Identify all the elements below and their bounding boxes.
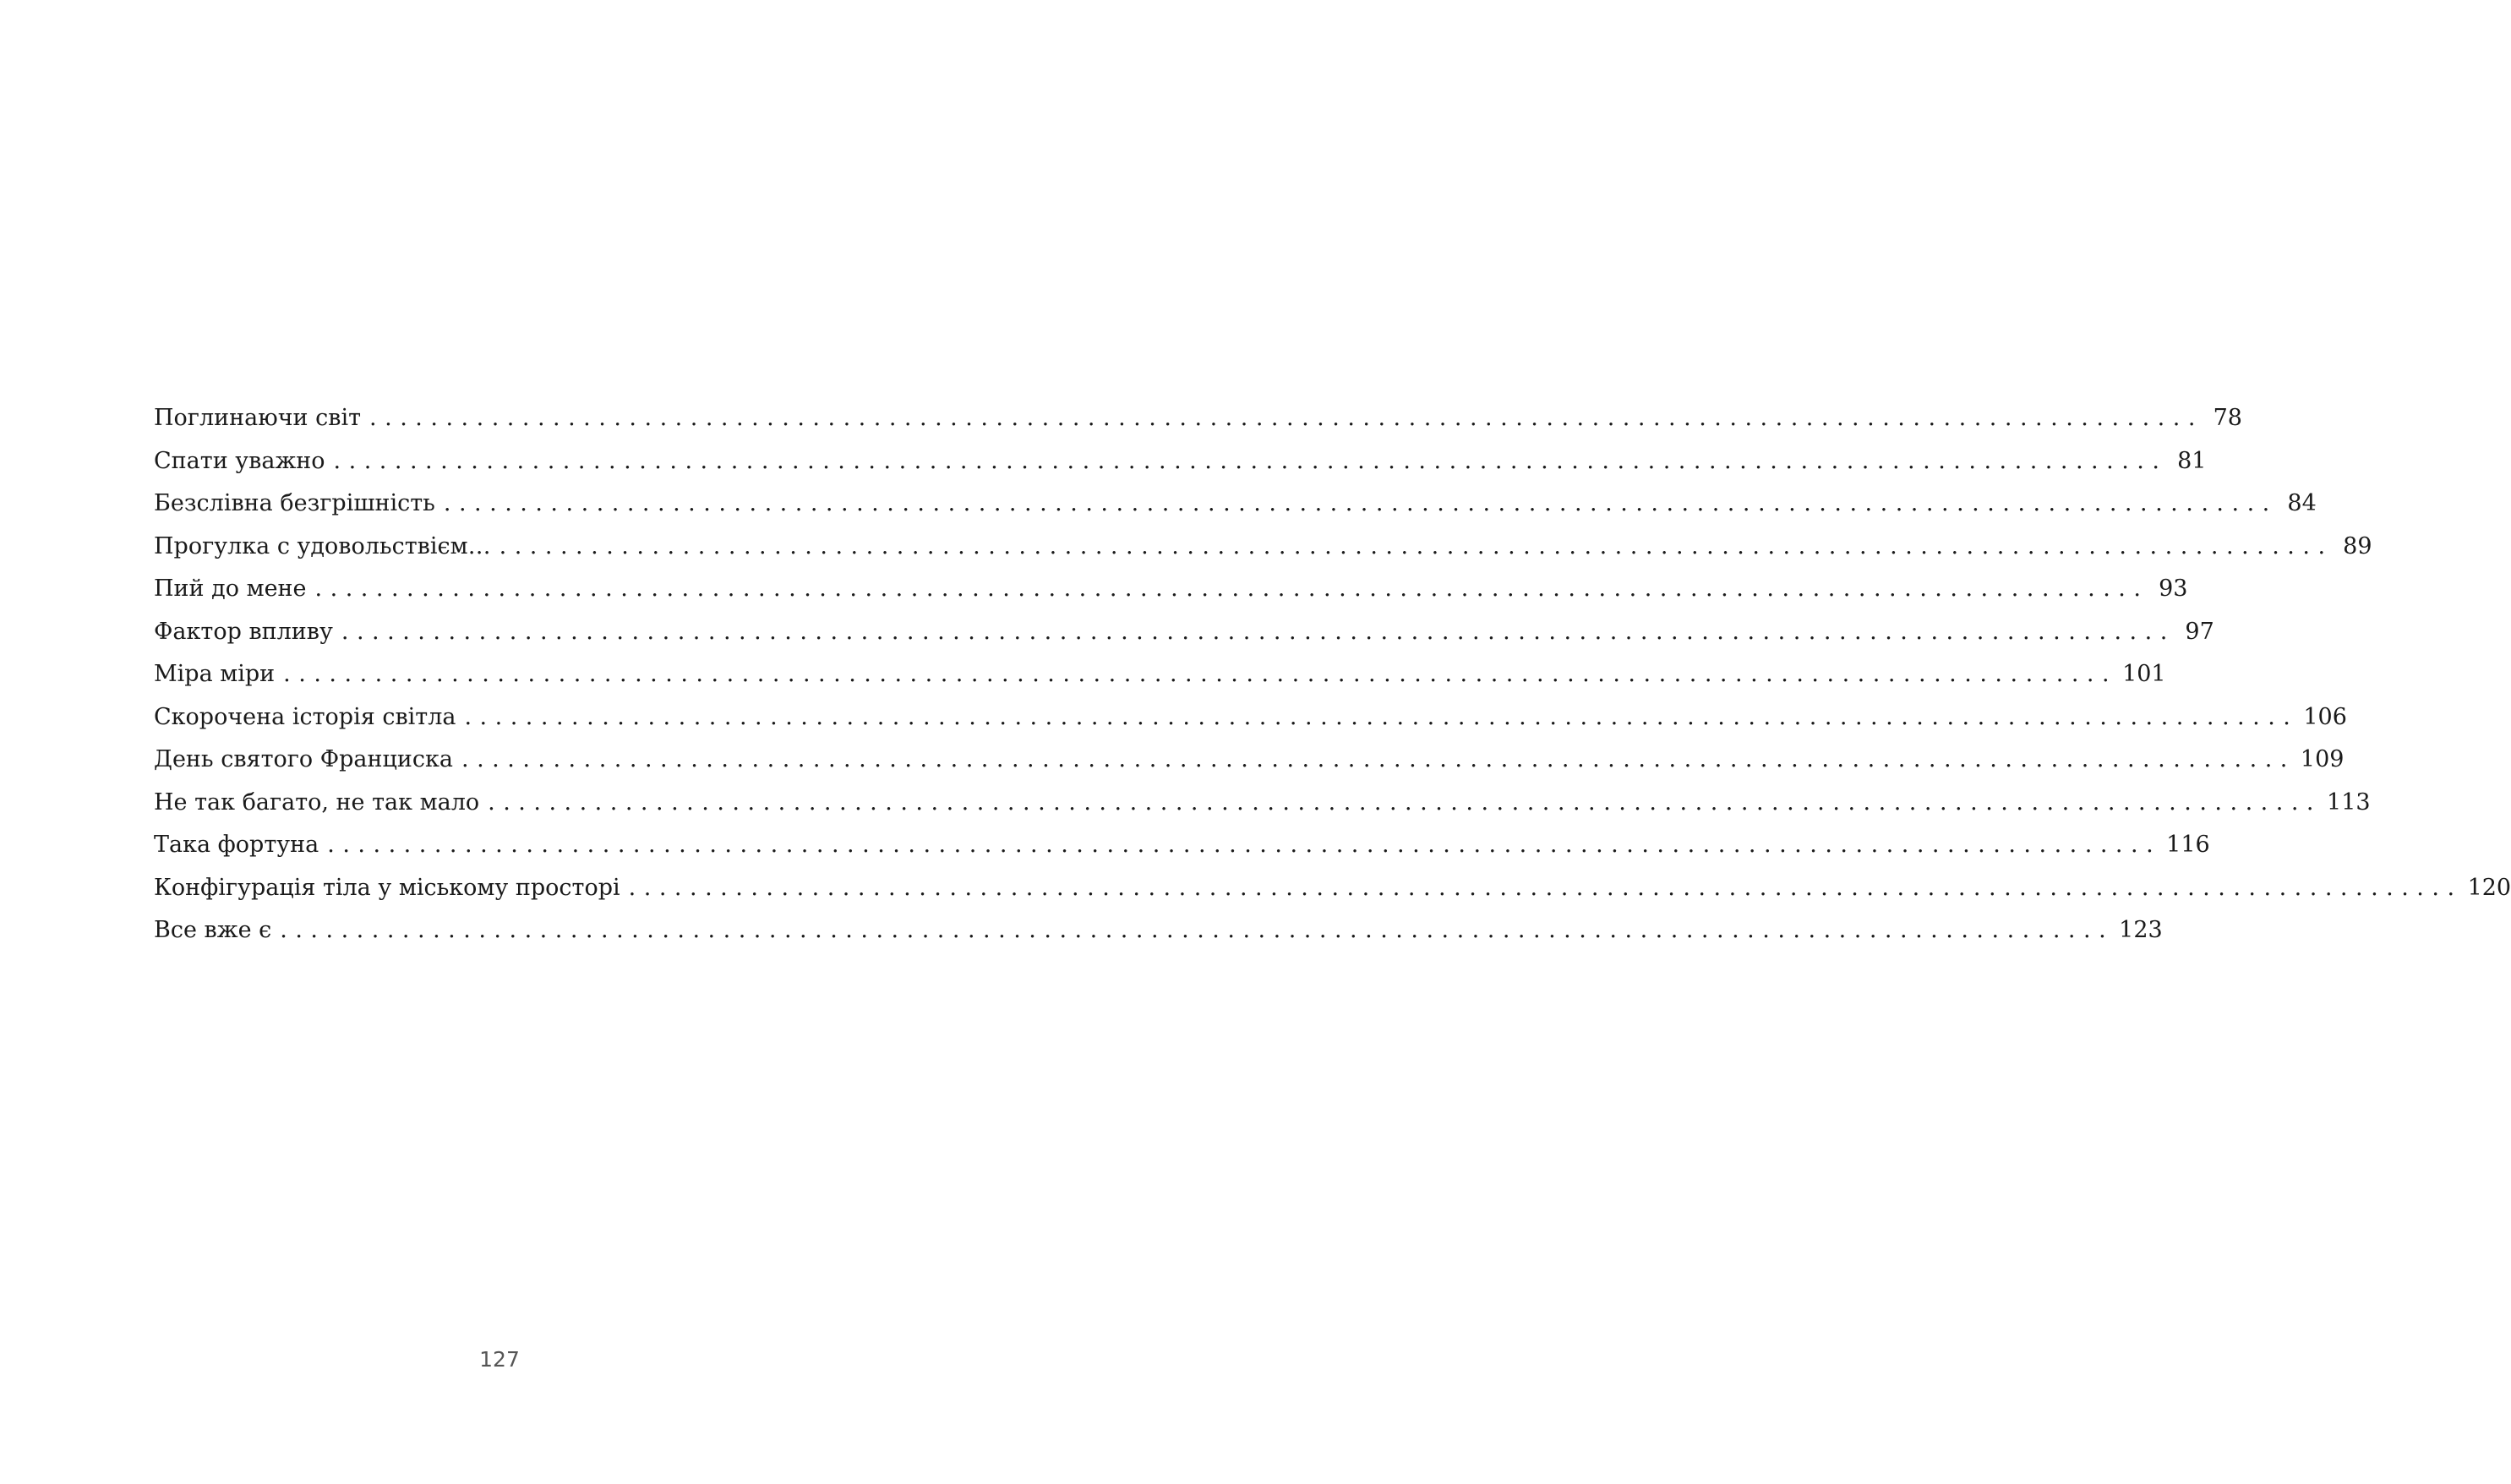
toc-entry-title: Фактор впливу [154, 618, 333, 645]
toc-dot-leader: ........................................................................................................................ [488, 788, 2323, 816]
toc-dot-leader: ........................................................................................................................ [628, 874, 2463, 901]
toc-dot-leader: ........................................................................................................................ [280, 917, 2115, 943]
toc-entry-title: Спати уважно [154, 447, 325, 474]
toc-entry [154, 440, 2207, 483]
toc-entry-page: 78 [2213, 405, 2242, 431]
toc-entry [154, 526, 2372, 569]
toc-entry-page: 89 [2343, 532, 2372, 559]
toc-entry-title: День святого Франциска [154, 746, 453, 772]
toc-entry-title: Така фортуна [154, 832, 319, 858]
toc-dot-leader: ........................................................................................................................ [464, 703, 2299, 730]
toc-entry-page: 123 [2119, 917, 2163, 943]
toc-entry [154, 397, 2242, 440]
table-of-contents [154, 397, 2511, 952]
toc-dot-leader: ........................................................................................................................ [369, 405, 2203, 431]
toc-entry [154, 568, 2188, 611]
toc-entry-title: Поглинаючи світ [154, 405, 362, 431]
toc-dot-leader: ........................................................................................................................ [283, 661, 2118, 687]
toc-entry [154, 824, 2210, 867]
toc-entry-page: 101 [2122, 661, 2166, 687]
toc-entry [154, 696, 2347, 739]
toc-entry-title: Прогулка с удовольствієм… [154, 532, 491, 559]
toc-entry [154, 909, 2163, 952]
page-number: 127 [479, 1347, 520, 1372]
toc-dot-leader: ........................................................................................................................ [327, 832, 2162, 858]
toc-entry [154, 611, 2214, 654]
toc-entry-page: 116 [2166, 832, 2210, 858]
toc-entry-title: Міра міри [154, 661, 276, 687]
toc-entry-title: Пий до мене [154, 576, 307, 602]
toc-entry-title: Все вже є [154, 917, 272, 943]
toc-entry-title: Не так багато, не так мало [154, 788, 480, 816]
toc-entry-page: 81 [2177, 447, 2207, 474]
toc-entry [154, 867, 2511, 910]
toc-entry-page: 113 [2327, 788, 2371, 816]
toc-entry-page: 97 [2185, 618, 2214, 645]
toc-entry [154, 739, 2345, 782]
toc-entry-page: 109 [2300, 746, 2345, 772]
toc-dot-leader: ........................................................................................................................ [314, 576, 2149, 602]
toc-entry-page: 84 [2287, 490, 2317, 516]
toc-entry-page: 106 [2303, 703, 2347, 730]
toc-entry-title: Скорочена історія світла [154, 703, 456, 730]
toc-dot-leader: ........................................................................................................................ [341, 618, 2175, 645]
toc-entry-page: 93 [2159, 576, 2188, 602]
toc-entry [154, 653, 2166, 696]
toc-dot-leader: ........................................................................................................................ [333, 447, 2168, 474]
toc-entry [154, 782, 2371, 825]
toc-dot-leader: ........................................................................................................................ [499, 532, 2334, 559]
toc-dot-leader: ........................................................................................................................ [443, 490, 2278, 516]
toc-entry-title: Безслівна безгрішність [154, 490, 435, 516]
toc-entry-page: 120 [2467, 874, 2511, 901]
toc-entry-title: Конфігурація тіла у міському просторі [154, 874, 620, 901]
toc-dot-leader: ........................................................................................................................ [461, 746, 2295, 772]
toc-entry [154, 483, 2317, 526]
